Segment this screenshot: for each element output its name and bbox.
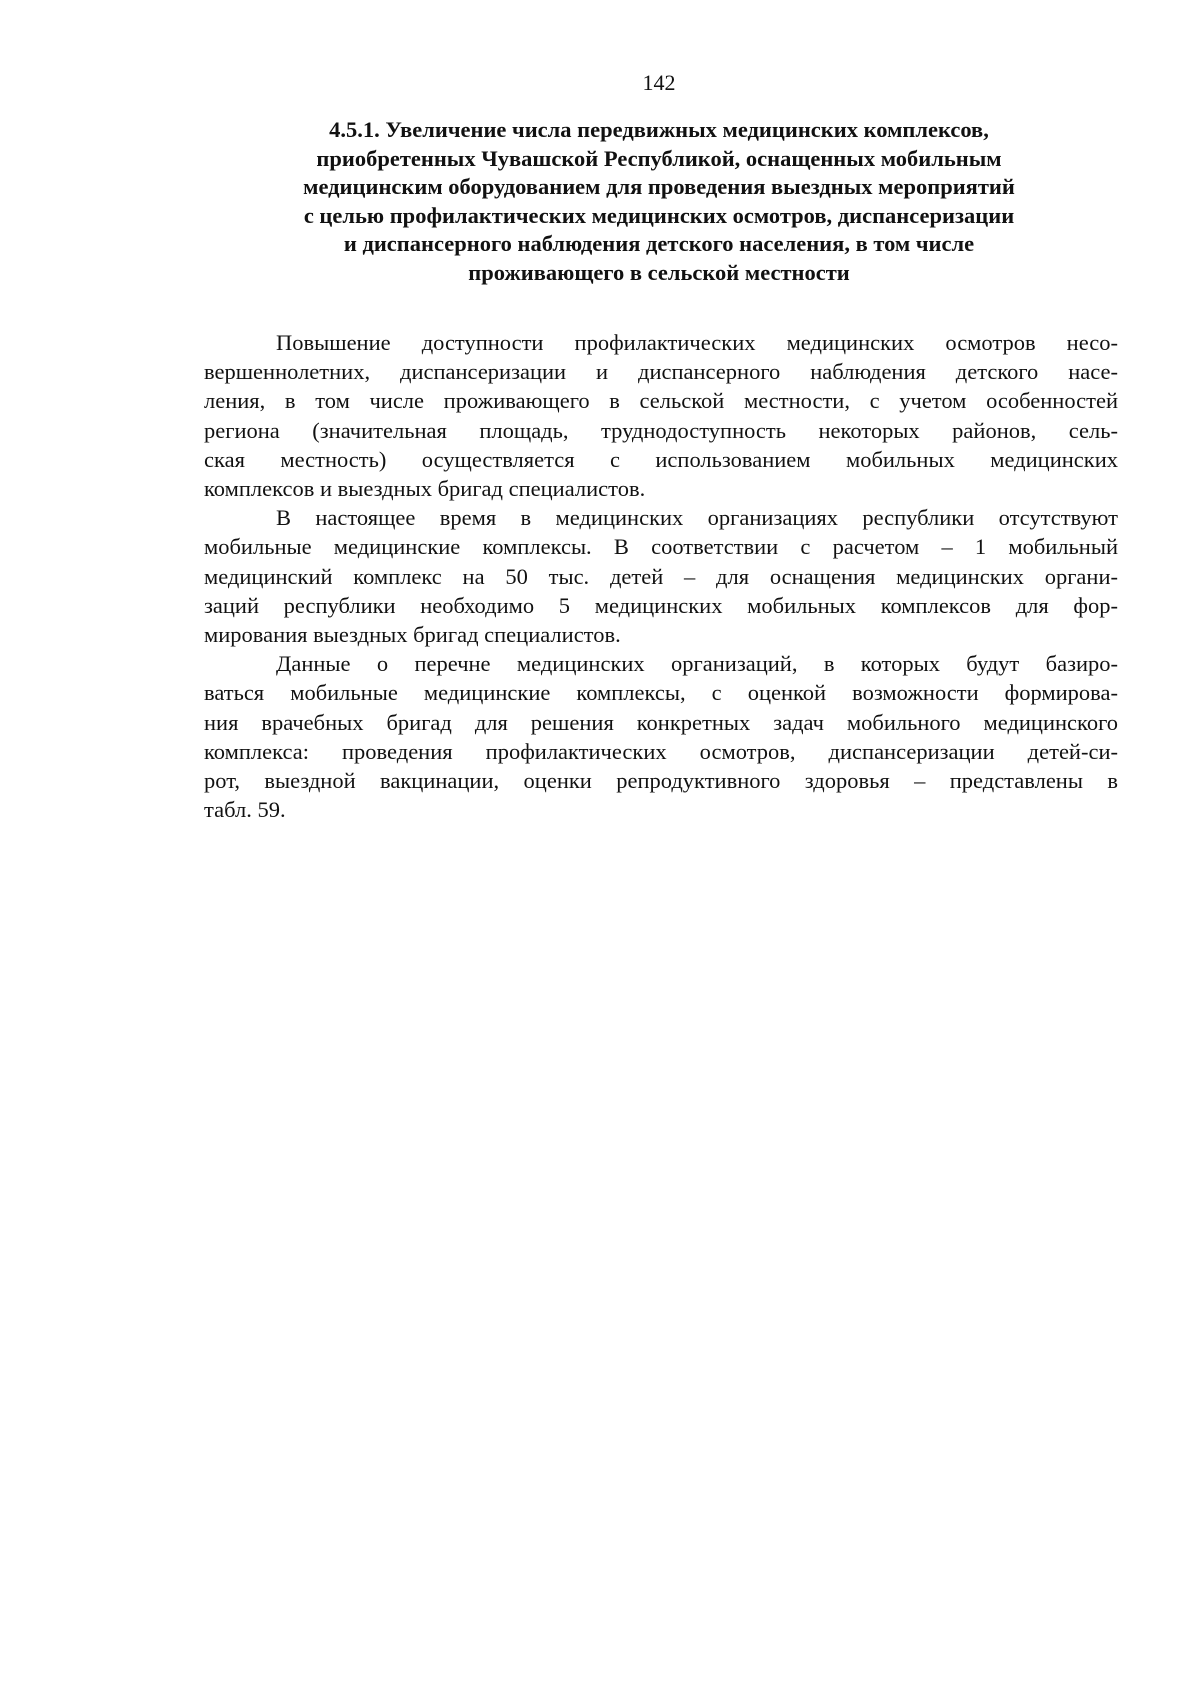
heading-line: с целью профилактических медицинских осмотров, диспансеризации <box>303 202 1015 228</box>
paragraph-line: вершеннолетних, диспансеризации и диспансерного наблюдения детского насе- <box>204 359 1118 385</box>
paragraph-line: региона (значительная площадь, труднодоступность некоторых районов, сель- <box>204 417 1118 443</box>
paragraph-line: рот, выездной вакцинации, оценки репродуктивного здоровья – представлены в <box>204 768 1118 794</box>
paragraph-line: В настоящее время в медицинских организациях республики отсутствуют <box>276 505 1118 531</box>
paragraph <box>204 649 1118 824</box>
paragraph-line: Повышение доступности профилактических медицинских осмотров несо- <box>276 330 1118 355</box>
body-text <box>204 328 1118 824</box>
paragraph <box>204 503 1118 649</box>
paragraph-line: мобильные медицинские комплексы. В соответствии с расчетом – 1 мобильный <box>204 534 1118 560</box>
paragraph-line: табл. 59. <box>204 797 286 823</box>
paragraph-line: ская местность) осуществляется с использованием мобильных медицинских <box>204 446 1118 472</box>
paragraph-line: медицинский комплекс на 50 тыс. детей – для оснащения медицинских органи- <box>204 563 1118 589</box>
paragraph-line: ваться мобильные медицинские комплексы, с оценкой возможности формирова- <box>204 680 1118 706</box>
heading-line: приобретенных Чувашской Республикой, оснащенных мобильным <box>316 145 1002 171</box>
page-number: 142 <box>642 70 676 95</box>
paragraph-line: Данные о перечне медицинских организаций, в которых будут базиро- <box>276 651 1118 677</box>
paragraph-line: мирования выездных бригад специалистов. <box>204 622 621 648</box>
heading-line: и диспансерного наблюдения детского населения, в том числе <box>343 231 975 256</box>
paragraph-line: заций республики необходимо 5 медицинских мобильных комплексов для фор- <box>204 592 1118 618</box>
paragraph-line: ния врачебных бригад для решения конкретных задач мобильного медицинского <box>204 709 1118 735</box>
paragraph-line: комплексов и выездных бригад специалистов. <box>204 476 646 502</box>
paragraph-line: комплекса: проведения профилактических осмотров, диспансеризации детей-си- <box>204 738 1118 764</box>
paragraph-line: ления, в том числе проживающего в сельской местности, с учетом особенностей <box>204 388 1118 414</box>
heading-line: проживающего в сельской местности <box>468 259 850 285</box>
heading-line: медицинским оборудованием для проведения выездных мероприятий <box>303 174 1015 199</box>
paragraph <box>204 328 1118 503</box>
section-heading <box>200 116 1118 287</box>
heading-line: 4.5.1. Увеличение числа передвижных медицинских комплексов, <box>329 117 989 142</box>
